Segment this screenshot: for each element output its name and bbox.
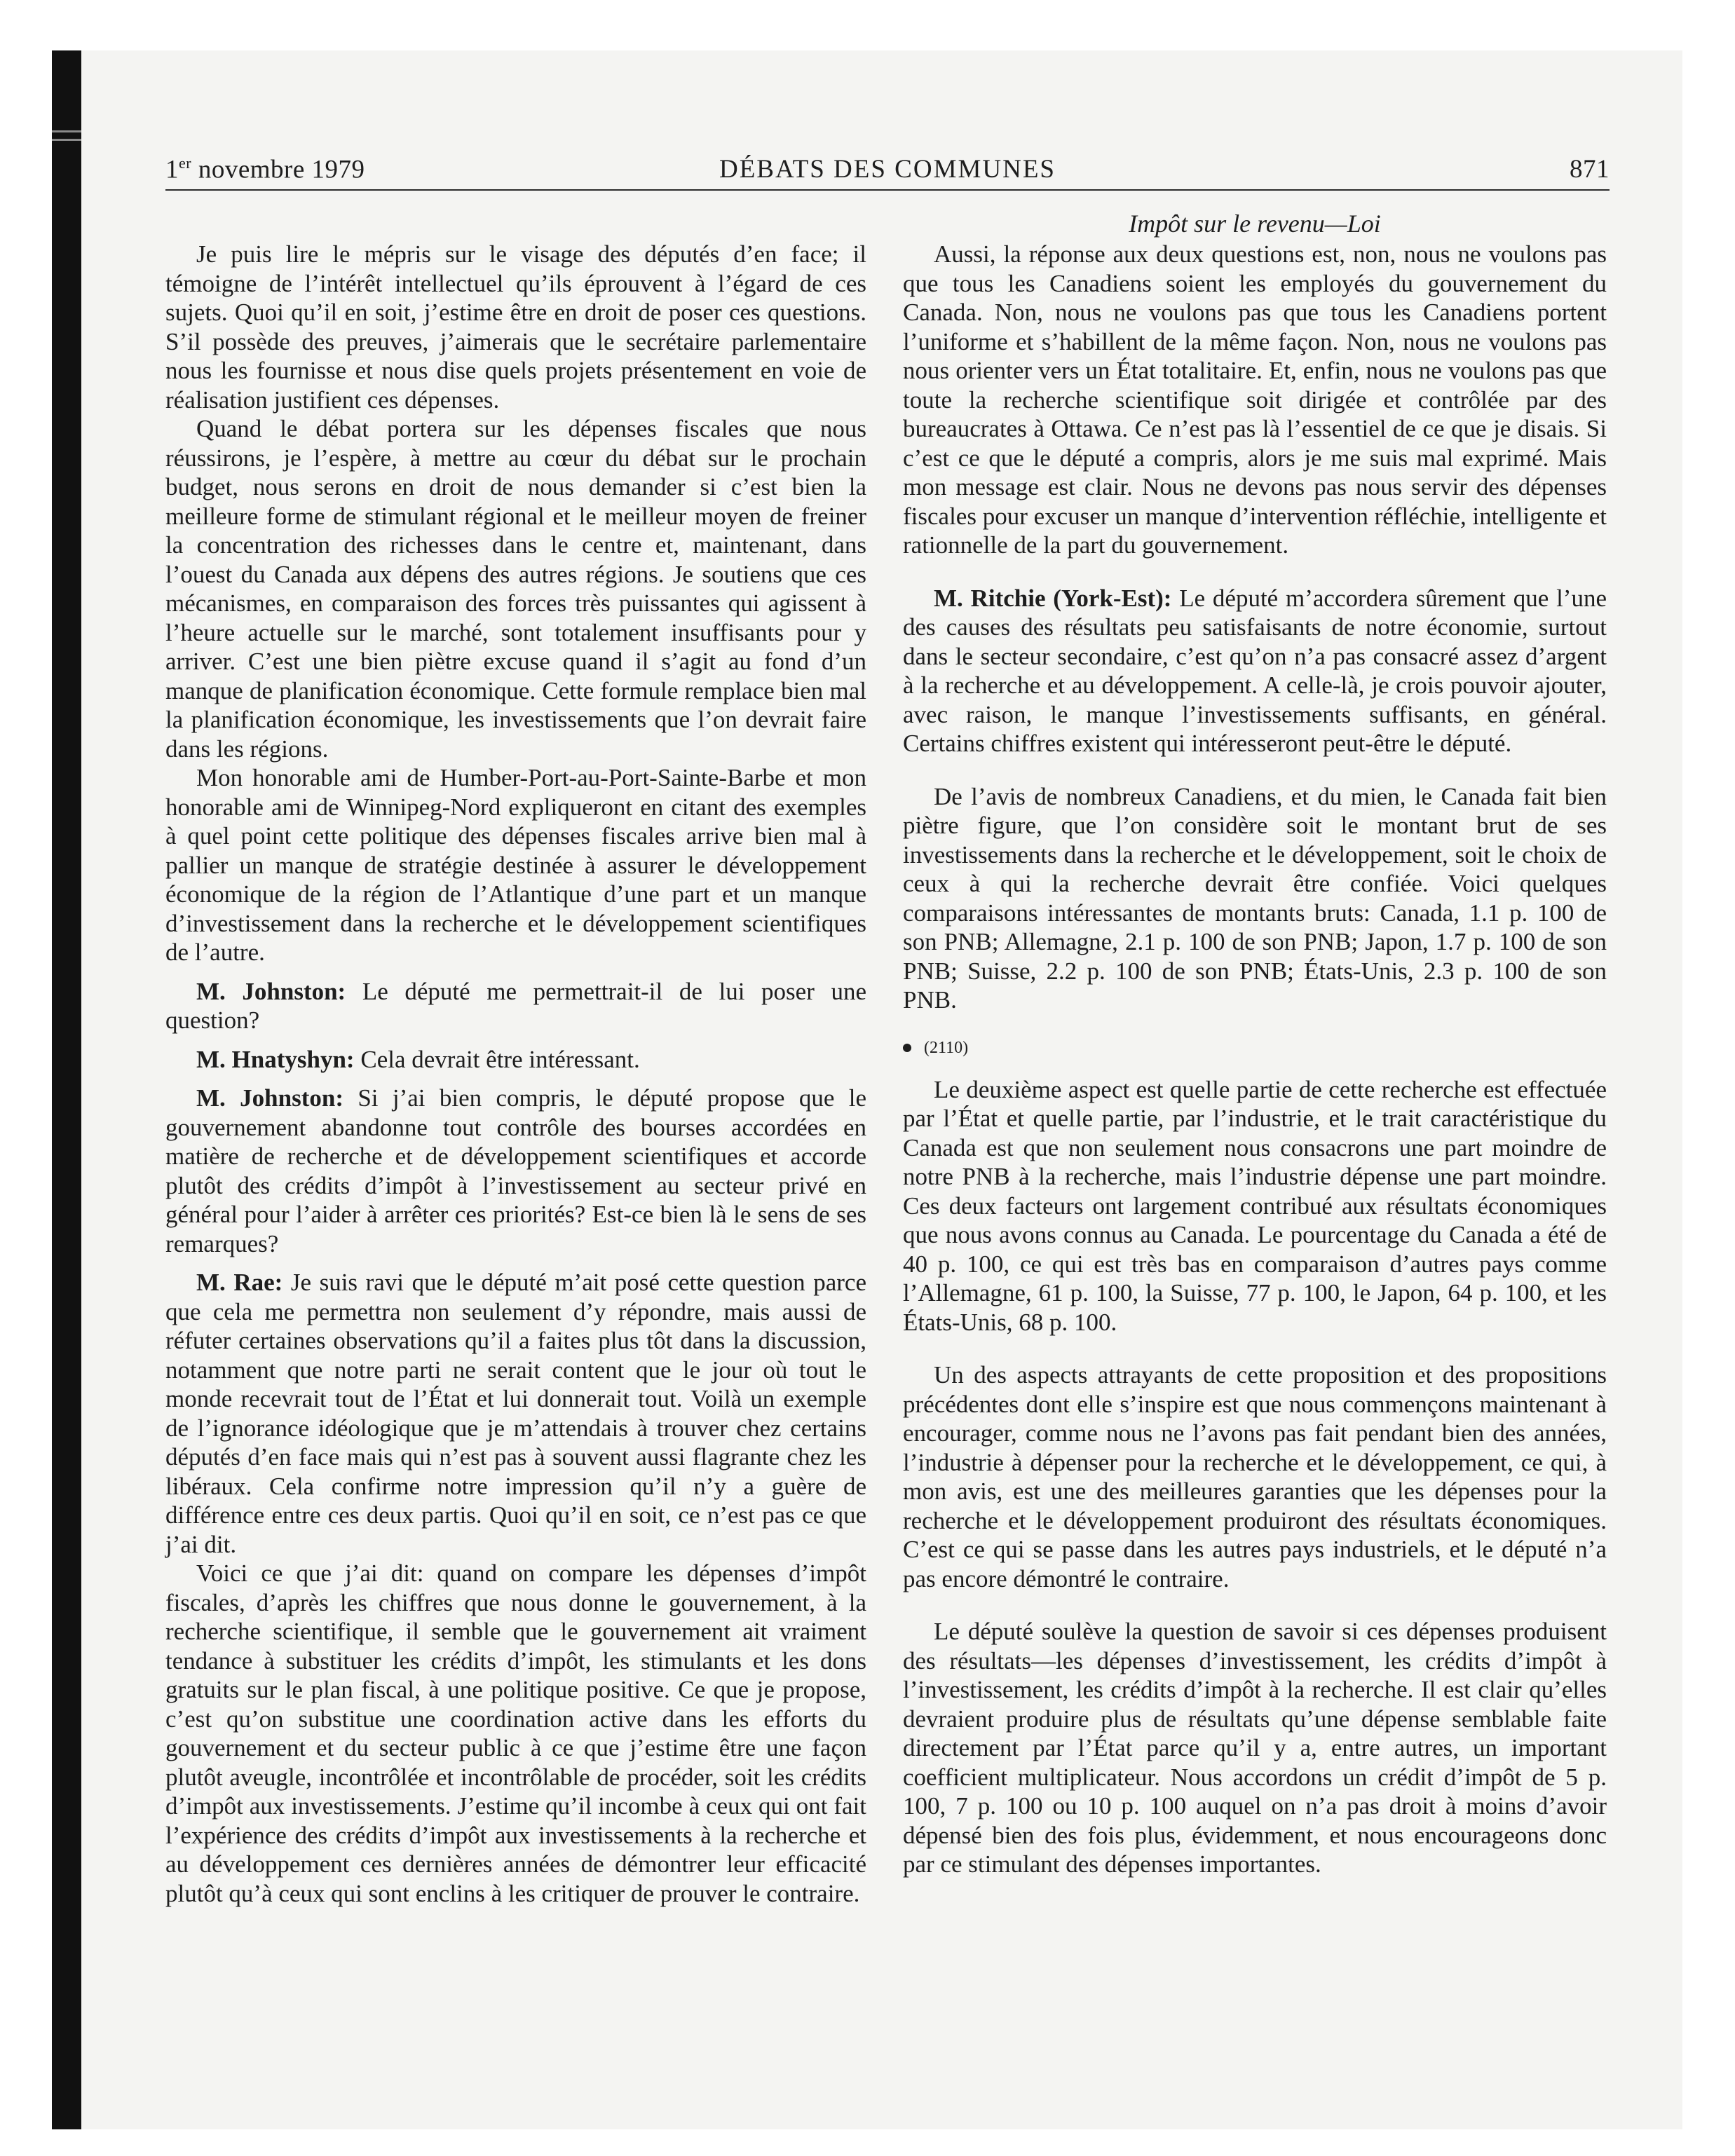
paragraph-text: Mon honorable ami de Humber-Port-au-Port-Sainte-Barbe et mon honorable ami de Winnipeg-Nord expliqueront en citant des exemples à quel point cette politique des dépenses fiscales arrive bien mal à pallier un manque de stratégie destinée à assurer le développement économique de la région de l’Atlantique d’une part et un manque d’investissement dans la recherche et le développement scientifiques de l’autre. — [165, 764, 866, 966]
paragraph — [165, 1045, 866, 1074]
paragraph-text: Si j’ai bien compris, le député propose que le gouvernement abandonne tout contrôle des bourses accordées en matière de recherche et de développement scientifiques et accorde plutôt des crédits d’impôt à l’investissement au secteur privé en général pour l’aider à arrêter ces priorités? Est-ce bien là le sens de ses remarques? — [165, 1084, 866, 1257]
left-column — [165, 240, 866, 1908]
header-date-rest: novembre 1979 — [191, 155, 365, 184]
binding-edge — [52, 50, 81, 2129]
paragraph — [903, 782, 1607, 1015]
page-number: 871 — [1570, 155, 1610, 184]
paragraph-text: Le député soulève la question de savoir si ces dépenses produisent des résultats—les dépenses d’investissement, les crédits d’impôt à l’investissement, les crédits d’impôt à la recherche. Il est clair qu’elles devraient produire plus de résultats qu’une dépense semblable faite directement par l’État parce qu’il y a, entre autres, un important coefficient multiplicateur. Nous accordons un crédit d’impôt de 5 p. 100, 7 p. 100 ou 10 p. 100 auquel on n’a pas droit à moins d’avoir dépensé bien des fois plus, évidemment, et nous encourageons donc par ce stimulant des dépenses importantes. — [903, 1618, 1607, 1878]
paragraph-text: Je puis lire le mépris sur le visage des députés d’en face; il témoigne de l’intérêt intellectuel qu’ils éprouvent à l’égard de ces sujets. Quoi qu’il en soit, j’estime être en droit de poser ces questions. S’il possède des preuves, j’aimerais que le secrétaire parlementaire nous les fournisse et nous dise quels projets présentement en voie de réalisation justifient ces dépenses. — [165, 240, 866, 414]
paragraph-text: Aussi, la réponse aux deux questions est, non, nous ne voulons pas que tous les Canadiens soient les employés du gouvernement du Canada. Non, nous ne voulons pas que tous les Canadiens portent l’uniforme et s’habillent de la même façon. Non, nous ne voulons pas nous orienter vers un État totalitaire. Et, enfin, nous ne voulons pas que toute la recherche scientifique soit dirigée et contrôlée par des bureaucrates à Ottawa. Ce n’est pas là l’essentiel de ce que je disais. Si c’est ce que le député a compris, alors je me suis mal exprimé. Mais mon message est clair. Nous ne devons pas nous servir des dépenses fiscales pour excuser un manque d’intervention réfléchie, intelligente et rationnelle de la part du gouvernement. — [903, 240, 1607, 559]
paragraph-text: Un des aspects attrayants de cette proposition et des propositions précédentes dont elle s’inspire est que nous commençons maintenant à encourager, comme nous ne l’avons pas fait pendant bien des années, l’industrie à dépenser pour la recherche et le développement, ce qui, à mon avis, est une des meilleures garanties que les dépenses pour la recherche et le développement produiront des résultats économiques. C’est ce qui se passe dans les autres pays industriels, et le député n’a pas encore démontré le contraire. — [903, 1361, 1607, 1592]
paragraph-text: Je suis ravi que le député m’ait posé cette question parce que cela me permettra non seulement d’y répondre, mais aussi de réfuter certaines observations qu’il a faites plus tôt dans la discussion, notamment que notre parti ne serait content que le jour où tout le monde recevrait tout de l’État et lui donnerait tout. Voilà un exemple de l’ignorance idéologique que je m’attendais à trouver chez certains députés d’en face mais qui n’est pas à souvent aussi flagrante chez les libéraux. Cela confirme notre impression qu’il n’y a guère de différence entre ces deux partis. Quoi qu’il en soit, ce n’est pas ce que j’ai dit. — [165, 1269, 866, 1558]
paragraph — [903, 240, 1607, 560]
header-rule — [165, 189, 1610, 191]
paragraph — [903, 1360, 1607, 1593]
binding-edge-mark — [52, 139, 81, 141]
paragraph-text: De l’avis de nombreux Canadiens, et du mien, le Canada fait bien piètre figure, que l’on considère soit le montant brut de ses investissements dans la recherche et le développement, soit le choix de ceux à qui la recherche devrait être confiée. Voici quelques comparaisons intéressantes de montants bruts: Canada, 1.1 p. 100 de son PNB; Allemagne, 2.1 p. 100 de son PNB; Japon, 1.7 p. 100 de son PNB; Suisse, 2.2 p. 100 de son PNB; États-Unis, 2.3 p. 100 de son PNB. — [903, 782, 1607, 1014]
speaker-name: M. Johnston: — [196, 1084, 343, 1112]
header-date-day: 1 — [165, 155, 179, 184]
paragraph-text: Quand le débat portera sur les dépenses fiscales que nous réussirons, je l’espère, à mettre au cœur du débat sur le prochain budget, nous serons en droit de nous demander si c’est bien la meilleure forme de stimulant régional et le meilleur moyen de freiner la concentration des richesses dans le centre et, maintenant, dans l’ouest du Canada aux dépens des autres régions. Je soutiens que ces mécanismes, en comparaison des forces très puissantes qui agissent à l’heure actuelle sur le marché, sont totalement insuffisants pour y arriver. C’est une bien piètre excuse quand il s’agit au fond d’un manque de planification économique. Cette formule remplace bien mal la planification économique, les investissements que l’on devrait faire dans les régions. — [165, 415, 866, 763]
paragraph — [903, 584, 1607, 758]
right-column-before-marker — [903, 240, 1607, 1015]
time-marker — [903, 1037, 1607, 1058]
paragraph — [165, 1084, 866, 1258]
paragraph — [903, 1617, 1607, 1879]
paragraph-text: Le député me permettrait-il de lui poser une question? — [165, 977, 866, 1034]
header-date-sup: er — [179, 154, 192, 172]
binding-edge-mark — [52, 130, 81, 132]
speaker-name: M. Rae: — [196, 1269, 283, 1296]
paragraph — [903, 1075, 1607, 1337]
speaker-name: M. Johnston: — [196, 977, 346, 1005]
speaker-name: M. Ritchie (York-Est): — [934, 584, 1172, 612]
page-header — [165, 154, 1610, 188]
paragraph-text: Voici ce que j’ai dit: quand on compare les dépenses d’impôt fiscales, d’après les chiffres que nous donne le gouvernement, à la recherche scientifique, il semble que le gouvernement ait vraiment tendance à substituer les crédits d’impôt, les stimulants et les dons gratuits sur le plan fiscal, à une politique positive. Ce que je propose, c’est qu’on substitue une coordination active dans les efforts du gouvernement et du secteur public à ce que j’estime être une façon plutôt aveugle, incontrôlée et incontrôlable de procéder, soit les crédits d’impôt aux investissements. J’estime qu’il incombe à ceux qui ont fait l’expérience des crédits d’impôt aux investissements à la recherche et au développement ces dernières années de démontrer leur efficacité plutôt qu’à ceux qui sont enclins à les critiquer de prouver le contraire. — [165, 1560, 866, 1907]
paragraph-text: Le député m’accordera sûrement que l’une des causes des résultats peu satisfaisants de notre économie, surtout dans le secteur secondaire, c’est qu’on n’a pas consacré assez d’argent à la recherche et au développement. A celle-là, je crois pouvoir ajouter, avec raison, le manque l’investissements suffisants, en général. Certains chiffres existent qui intéresseront peut-être le député. — [903, 584, 1607, 757]
section-title: Impôt sur le revenu—Loi — [1129, 210, 1381, 238]
header-title: DÉBATS DES COMMUNES — [719, 155, 1056, 184]
paragraph — [165, 977, 866, 1035]
bullet-dot-icon — [903, 1044, 911, 1052]
right-column — [903, 209, 1607, 1879]
paragraph-text: Le deuxième aspect est quelle partie de cette recherche est effectuée par l’État et quelle partie, par l’industrie, et le trait caractéristique du Canada est que non seulement nous consacrons une part moindre de notre PNB à la recherche, mais l’industrie dépense une part moindre. Ces deux facteurs ont largement contribué aux résultats économiques que nous avons connus au Canada. Le pourcentage du Canada a été de 40 p. 100, ce qui est très bas en comparaison d’autres pays comme l’Allemagne, 61 p. 100, la Suisse, 77 p. 100, le Japon, 64 p. 100, et les États-Unis, 68 p. 100. — [903, 1075, 1607, 1336]
paragraph — [165, 1559, 866, 1908]
time-marker-text: (2110) — [924, 1038, 969, 1057]
paragraph-text: Cela devrait être intéressant. — [354, 1045, 640, 1073]
right-column-after-marker — [903, 1075, 1607, 1879]
speaker-name: M. Hnatyshyn: — [196, 1045, 355, 1073]
paragraph — [165, 1268, 866, 1559]
paragraph — [165, 414, 866, 763]
paragraph — [165, 240, 866, 414]
paragraph — [165, 763, 866, 967]
